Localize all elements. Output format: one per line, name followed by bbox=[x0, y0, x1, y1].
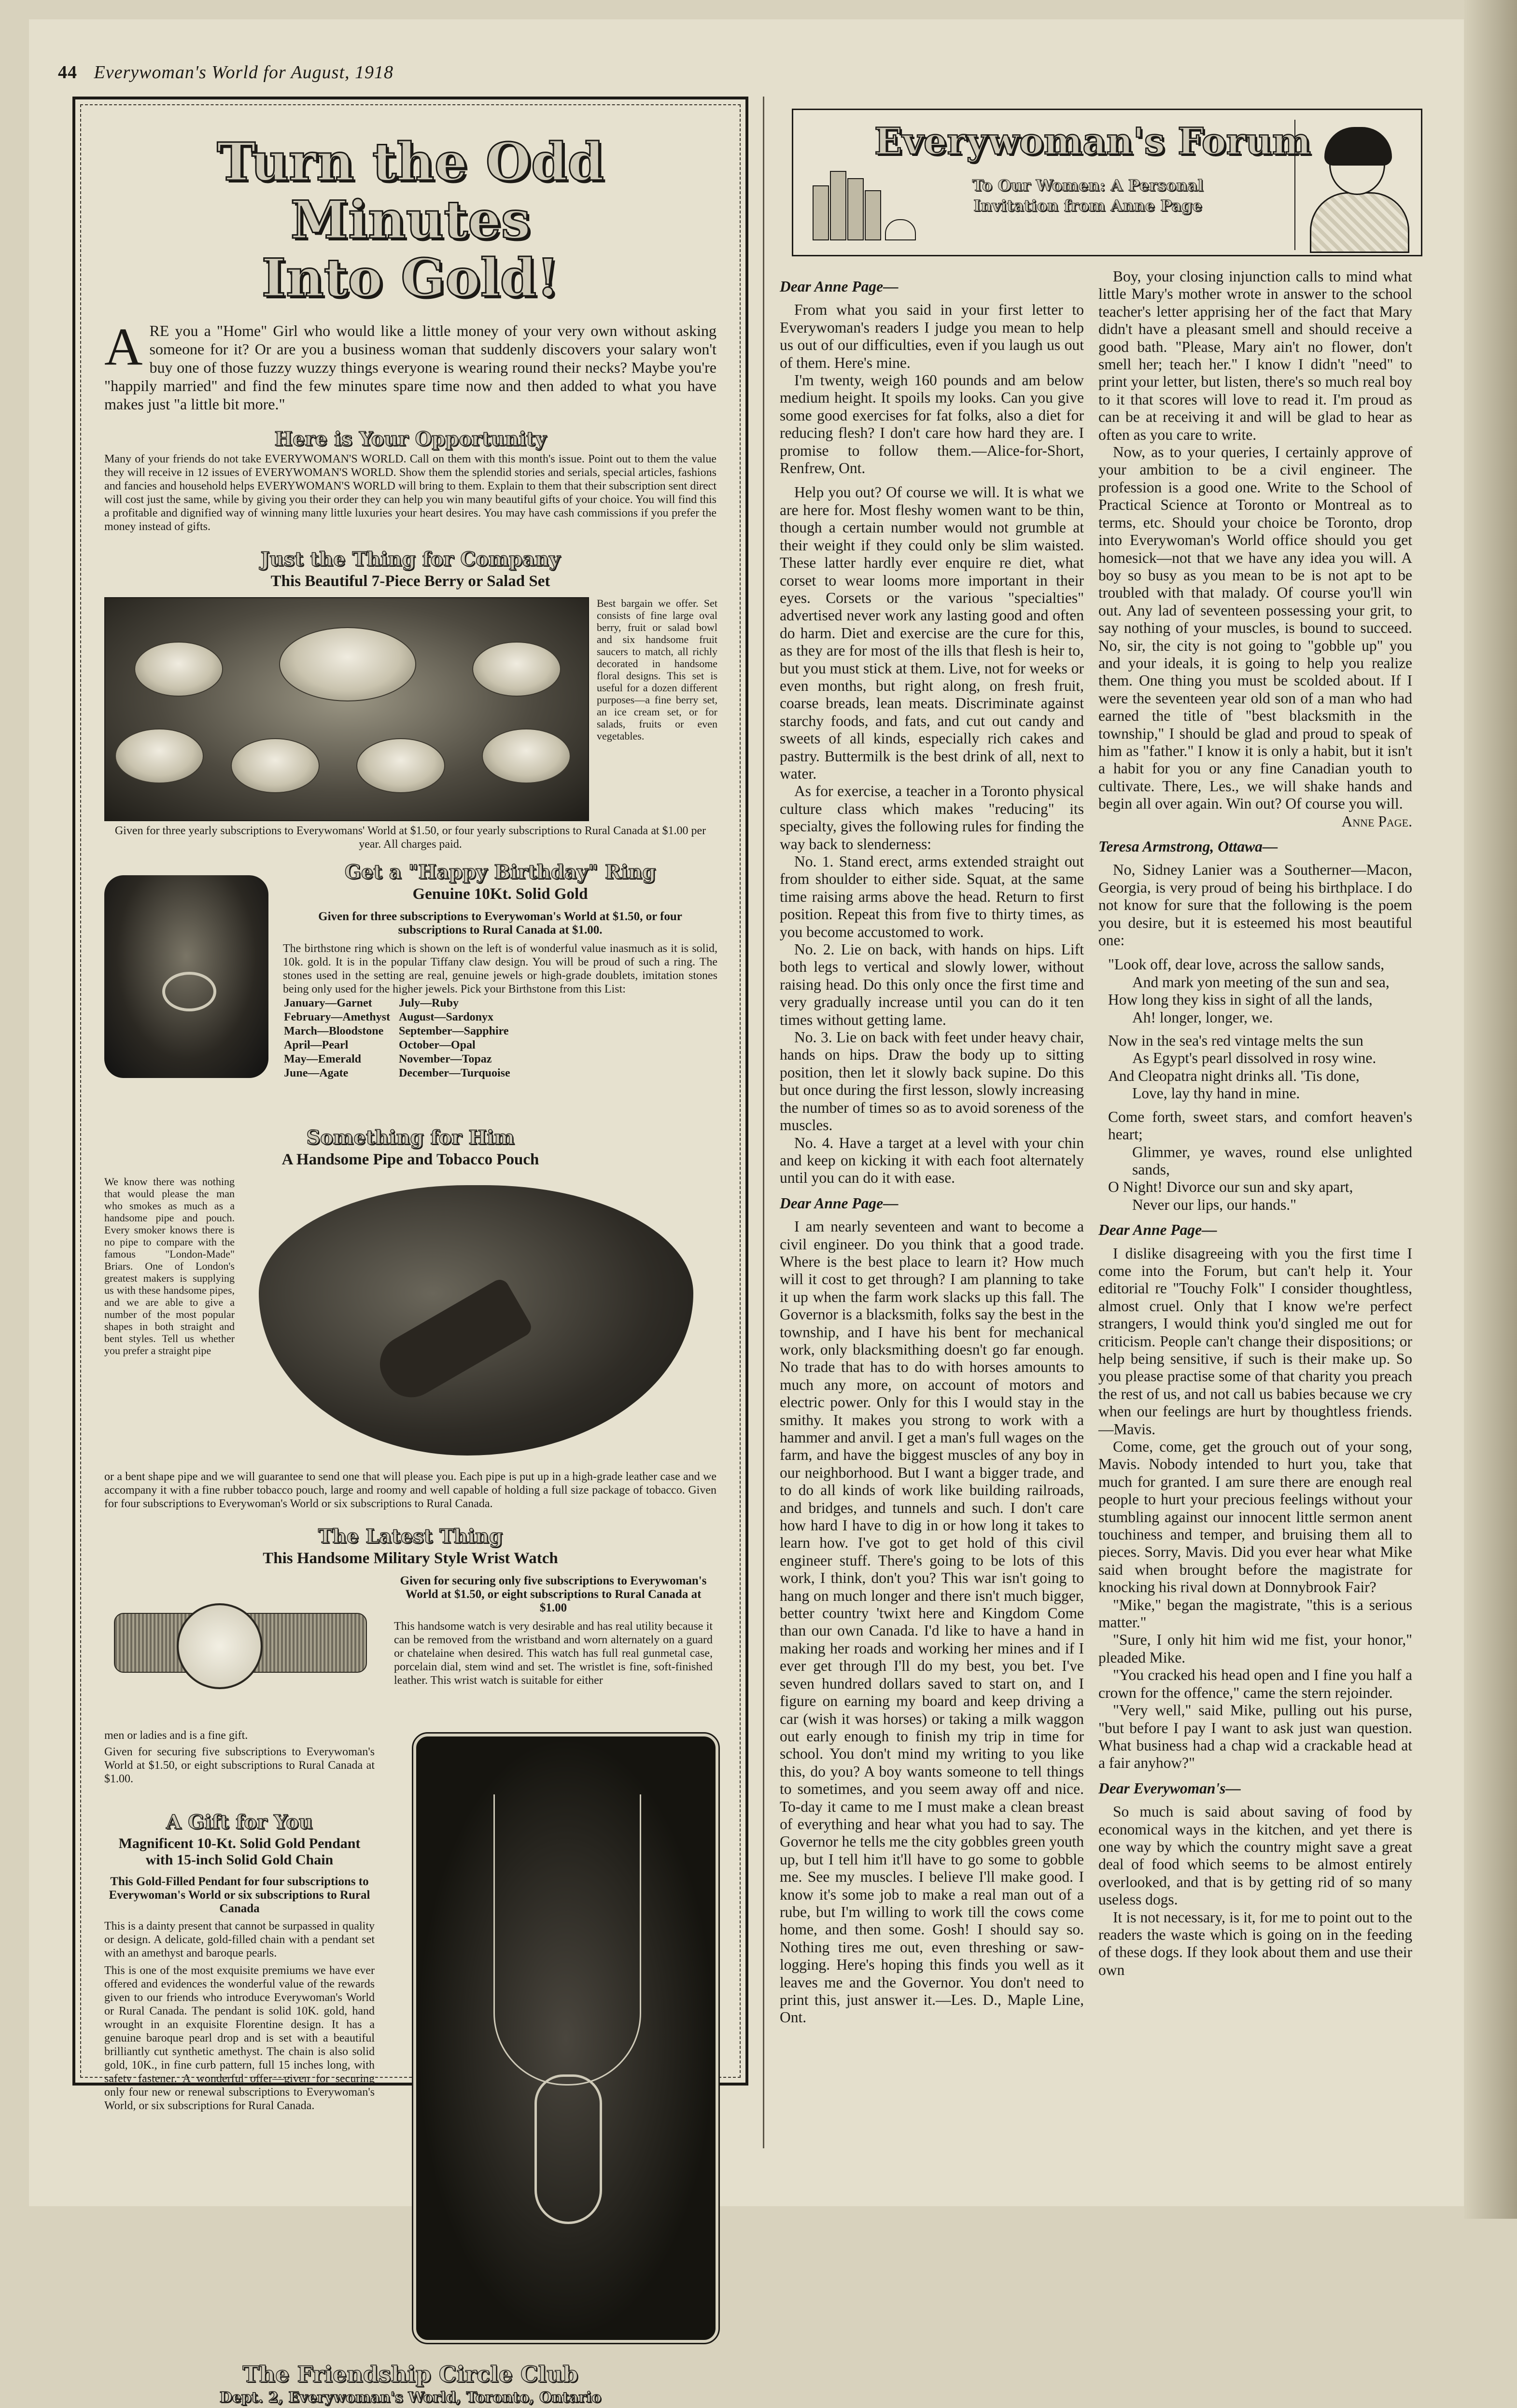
watch-block bbox=[104, 1574, 716, 1729]
poem-line: And mark yon meeting of the sun and sea, bbox=[1132, 973, 1390, 991]
berry-set-description: Best bargain we offer. Set consists of fine large oval berry, fruit or salad bowl and six handsome fruit saucers to match, all richly decorated in handsome floral designs. This set is useful for a dozen different purposes—a fine berry set, an ice cream set, or for salads, fruits or even vegetables. bbox=[597, 597, 717, 742]
birthstone-cell: June—Agate bbox=[284, 1067, 349, 1079]
letter-paragraph: So much is said about saving of food by economical ways in the kitchen, and yet there is one way by which the country might save a great deal of food which seems to be almost entirely overlooked, and that is by getting rid of so many useless dogs. bbox=[1098, 1803, 1412, 1908]
birthstone-cell: September—Sapphire bbox=[398, 1025, 509, 1037]
poem-line: "Look off, dear love, across the sallow sands, bbox=[1108, 956, 1385, 973]
premium-ad-box bbox=[72, 97, 748, 2406]
berry-bowl-image bbox=[279, 627, 416, 701]
column-divider bbox=[763, 97, 764, 2148]
ring-description: The birthstone ring which is shown on the left is of wonderful value inasmuch as it is solid, 10k. gold. It is in the popular Tiffany claw design. You will be proud of such a ring. The stones used in the setting are real, genuine jewels or high-grade doublets, imitation stones being only used for the higher jewels. Pick your Birthstone from this List: bbox=[283, 942, 717, 995]
exercise-paragraph: No. 3. Lie on back with feet under heavy chair, hands on hips. Draw the body up to sitting position, then let it slowly back supine. Do this but once during the first lesson, slowly increasing the number of times so as to avoid soreness of the muscles. bbox=[780, 1029, 1084, 1134]
watch-text-block bbox=[394, 1574, 713, 1687]
book-icon bbox=[830, 171, 846, 240]
pendant-description-1: This is a dainty present that cannot be surpassed in quality or design. A delicate, gold-filled chain with a pendant set with an amethyst and baroque pearls. bbox=[104, 1920, 375, 1960]
lady-hair bbox=[1324, 127, 1392, 166]
poem-line: Come forth, sweet stars, and comfort heaven's heart; bbox=[1108, 1108, 1412, 1143]
exercise-paragraph: No. 1. Stand erect, arms extended straight out from shoulder to either side. Squat, at the same time raising arms above the head. Return to first position. Repeat this from five to thirty times, as you become accustomed to work. bbox=[780, 853, 1084, 940]
poem-line: Now in the sea's red vintage melts the sun bbox=[1108, 1032, 1363, 1050]
poem-line: And Cleopatra night drinks all. 'Tis done, bbox=[1108, 1067, 1360, 1084]
company-title: Just the Thing for Company bbox=[260, 548, 561, 571]
birthstone-row bbox=[284, 1053, 518, 1066]
wrist-watch-image bbox=[177, 1603, 263, 1689]
poem-line: How long they kiss in sight of all the lands, bbox=[1108, 991, 1373, 1008]
pipe-title: Something for Him bbox=[306, 1126, 515, 1149]
saucer-image bbox=[134, 642, 223, 697]
letter-paragraph: From what you said in your first letter to Everywoman's readers I judge you mean to help us out of our difficulties, even if you laugh us out of them. Here's mine. bbox=[780, 301, 1084, 371]
poem-line: Glimmer, ye waves, round else unlighted sands, bbox=[1132, 1143, 1412, 1178]
birthstone-cell: January—Garnet bbox=[284, 997, 372, 1009]
pipe-description: We know there was nothing that would please the man who smokes as much as a handsome pipe and pouch. Every smoker knows there is no pipe to compare with the famous "London-Made" Briars. One of London's greatest makers is supplying us with these handsome pipes, and we are able to give a number of the most popular shapes in both straight and bent styles. Tell us whether you prefer a straight pipe bbox=[104, 1176, 235, 1357]
forum-column-2 bbox=[1098, 268, 1412, 1979]
letter-salutation: Dear Everywoman's— bbox=[1098, 1779, 1241, 1797]
book-icon bbox=[865, 190, 881, 240]
birthstone-cell: July—Ruby bbox=[398, 997, 459, 1009]
books-illustration bbox=[808, 168, 919, 240]
ad-headline-line2: Into Gold! bbox=[261, 248, 560, 308]
watch-given: Given for securing only five subscriptions to Everywoman's World at $1.50, or eight subscriptions to Rural Canada at $1.00 bbox=[400, 1574, 707, 1614]
company-subtitle: This Beautiful 7-Piece Berry or Salad Set bbox=[270, 573, 550, 590]
saucer-image bbox=[472, 642, 561, 697]
reply-paragraph: "You cracked his head open and I fine you half a crown for the offence," came the stern rejoinder. bbox=[1098, 1666, 1412, 1701]
reply-paragraph: As for exercise, a teacher in a Toronto physical culture class which makes "reducing" its specialty, gives the following rules for finding the way back to slenderness: bbox=[780, 783, 1084, 853]
birthstone-table bbox=[283, 996, 519, 1081]
saucer-image bbox=[115, 728, 204, 784]
watch-given-2: Given for securing five subscriptions to Everywoman's World at $1.50, or eight subscriptions to Rural Canada at $1.00. bbox=[104, 1746, 375, 1785]
reply-paragraph: Come, come, get the grouch out of your song, Mavis. Nobody intended to hurt you, take that much for granted. I am sure there are enough real people to hurt your precious feelings without your stumbling against our innocent little sermon anent touchiness and temper, and bruising them all to pieces. Sorry, Mavis. Did you ever hear what Mike said when brought before the magistrate for knocking his rival down at Donnybrook Fair? bbox=[1098, 1438, 1412, 1596]
watch-description-end bbox=[104, 1729, 375, 1786]
reply-paragraph: Boy, your closing injunction calls to mind what little Mary's mother wrote in answer to the school teacher's letter apprising her of the fact that Mary didn't have a pleasant smell and should receive a good bath. "Please, Mary ain't no flower, don't smell her; teach her." I know I didn't "need" to print your letter, but listen, there's so much real boy to it that scores will love to read it. I'm proud as can be at receiving it and will be glad to hear as often as you care to write. bbox=[1098, 268, 1412, 443]
saucer-image bbox=[482, 728, 571, 784]
pendant-description-2: This is one of the most exquisite premiums we have ever offered and evidences the wonderful value of the rewards given to our friends who introduce Everywoman's World or Rural Canada. The pendant is solid 10K. gold, hand wrought in an exquisite Florentine design. It has a genuine baroque pearl drop and is set with a beautiful brilliantly cut synthetic amethyst. The chain is also solid gold, 10K., in fine curb pattern, full 15 inches long, with safety fastener. A wonderful offer—given for securing only four new or renewal subscriptions to Everywoman's World, or six subscriptions for Rural Canada. bbox=[104, 1964, 375, 2112]
reply-paragraph: Now, as to your queries, I certainly approve of your ambition to be a civil engineer. The profession is a good one. Write to the School of Practical Science at Toronto or Montreal as to terms, etc. Should your choice be Toronto, drop into Everywoman's World office should you get homesick—not that we have any idea you will. A boy so busy as you mean to be is not apt to be troubled with that malady. Of course you'll win out. Any lad of seventeen possessing your grit, to say nothing of your muscles, is bound to succeed. No, sir, the city is not going to "gobble up" you and your ideals, it is going to help you realize them. One thing you must be scolded about. If I were the seventeen year old son of a man who had earned the title of "best blacksmith in the township," I should be glad and proud to speak of him as "father." I know it is only a habit, but it isn't a habit for you or any fine Canadian youth to cultivate. There, Les., we will shake hands and begin all over again. Win out? Of course you will. bbox=[1098, 444, 1412, 812]
birthstone-row bbox=[284, 1011, 518, 1024]
birthstone-cell: March—Bloodstone bbox=[284, 1025, 384, 1037]
saucer-image bbox=[356, 738, 445, 793]
ring-title: Get a "Happy Birthday" Ring bbox=[344, 861, 656, 883]
forum-subtitle-line1: To Our Women: A Personal bbox=[972, 176, 1204, 195]
ring-image bbox=[162, 972, 216, 1011]
lady-body bbox=[1310, 192, 1409, 253]
reply-paragraph: "Mike," began the magistrate, "this is a serious matter." bbox=[1098, 1596, 1412, 1631]
inkwell-icon bbox=[885, 219, 916, 240]
watch-description: This handsome watch is very desirable and has real utility because it can be removed from the wristband and worn alternately on a guard or chatelaine when desired. This watch has full real gunmetal case, porcelain dial, stem wind and set. The wristlet is fine, soft-finished leather. This wrist watch is suitable for either bbox=[394, 1620, 713, 1687]
forum-column-1 bbox=[780, 270, 1084, 2027]
birthstone-cell: November—Topaz bbox=[398, 1053, 492, 1065]
ring-subtitle: Genuine 10Kt. Solid Gold bbox=[412, 885, 588, 903]
birthstone-cell: May—Emerald bbox=[284, 1053, 361, 1065]
forum-subtitle bbox=[919, 175, 1257, 216]
birthstone-row bbox=[284, 1067, 518, 1080]
birthstone-row bbox=[284, 1025, 518, 1038]
birthstone-row bbox=[284, 1039, 518, 1052]
pendant-block bbox=[104, 1729, 716, 2347]
pendant-given: This Gold-Filled Pendant for four subscriptions to Everywoman's World or six subscriptions to Rural Canada bbox=[109, 1875, 370, 1915]
ring-box-image bbox=[104, 875, 268, 1078]
birthstone-row bbox=[284, 997, 518, 1010]
ring-text-block bbox=[283, 861, 717, 1081]
poem-line: Ah! longer, longer, we. bbox=[1132, 1008, 1273, 1026]
letter-paragraph: I'm twenty, weigh 160 pounds and am below medium height. It spoils my looks. Can you give some good exercises for fat folks, also a diet for reducing flesh? I don't care how hard they are. I promise to follow them.—Alice-for-Short, Renfrew, Ont. bbox=[780, 372, 1084, 477]
poem-line: Never our lips, our hands." bbox=[1132, 1196, 1297, 1213]
book-icon bbox=[813, 185, 829, 240]
company-given: Given for three yearly subscriptions to Everywomans' World at $1.50, or four yearly subscriptions to Rural Canada at $1.00 per year. All charges paid. bbox=[114, 825, 706, 851]
forum-title: Everywoman's Forum bbox=[874, 120, 1311, 163]
letter-salutation: Dear Anne Page— bbox=[780, 278, 899, 295]
birthstone-cell: August—Sardonyx bbox=[398, 1011, 494, 1023]
letter-salutation: Teresa Armstrong, Ottawa— bbox=[1098, 838, 1278, 855]
reply-paragraph: Help you out? Of course we will. It is what we are here for. Most fleshy women want to be thin, though a certain number would not grumble at their weight if they could only be slim waisted. These latter hardly ever enquire re diet, what corset to wear looms more important in their eyes. Corsets or the various "specialties" advertised never work any lasting good and often do harm. Diet and exercise are the cure for this, as they are for most of the ills that flesh is heir to, but you must stick at them. Live, not for weeks or even months, but right along, on fresh fruit, coarse breads, lean meats. Discriminate against starchy foods, and fats, and cut out candy and sweets of all kinds, especially rich cakes and pastry. Buttermilk is the best drink of all, next to water. bbox=[780, 484, 1084, 782]
page-number: 44 bbox=[58, 62, 77, 83]
ad-headline bbox=[104, 133, 716, 307]
exercise-paragraph: No. 4. Have a target at a level with your chin and keep on kicking it with each foot alternately until you can do it with ease. bbox=[780, 1134, 1084, 1187]
watch-title: The Latest Thing bbox=[318, 1525, 503, 1548]
book-icon bbox=[847, 178, 864, 240]
ring-block bbox=[104, 861, 716, 1121]
birthstone-cell: February—Amethyst bbox=[284, 1011, 390, 1023]
pipe-bottom-text: or a bent shape pipe and we will guarantee to send one that will please you. Each pipe is put up in a high-grade leather case and we accompany it with a fine rubber tobacco pouch, large and roomy and well capable of holding a full size package of tobacco. Given for four subscriptions to Everywoman's World or six subscriptions to Rural Canada. bbox=[104, 1470, 716, 1510]
forum-subtitle-line2: Invitation from Anne Page bbox=[973, 196, 1202, 215]
letter-paragraph: I am nearly seventeen and want to become a civil engineer. Do you think that a good trade. Where is the best place to learn it? How much will it cost to get through? I am planning to take it up when the farm work slacks up this fall. The Governor is a blacksmith, folks say the best in the township, and I have his bent for mechanical work, only blacksmithing doesn't go far enough. No trade that has to do with horses amounts to much any more, on account of motors and electric power. Only for this I would stay in the smithy. It makes you strong to work with a hammer and anvil. I get a man's full wages on the farm, and have the biggest muscles of any boy in our neighborhood. But I want a bigger trade, and to do all kinds of work like building railroads, and bridges, and tunnels and such. I don't care how hard I have to dig in or how long it takes to learn how. I've got to get hold of this civil engineer stuff. There's going to be lots of this work, I think, don't you? This war isn't going to hang on much longer and there isn't much bigger, better country 'twixt here and Kingdom Come than our own Canada. I'd like to have a hand in making her roads and working her mines and if I ever get through I'll do my best, you bet. I've seven hundred dollars saved to start on, and I figure on earning my board and keep driving a car (wish it was horses) or taking a milk waggon out early enough to finish my trip in time for school. You don't mind my writing to you like this, do you? A boy wants someone to tell things to sometimes, and you seem away off and nice. To-day it came to me I must make a clean breast of everything and hear what you had to say. The Governor he tells me the city gobbles green youth up, but I tell him it'll have to go some to gobble me. See my muscles. I believe I'll make good. I know it's some job to make a real man out of a rube, but I'm willing to work till the cows come home, and then some. Gosh! I should say so. Nothing tires me out, even threshing or saw-logging. Here's hoping this finds you well as it leaves me and the Governor. You don't need to print this, just answer it.—Les. D., Maple Line, Ont. bbox=[780, 1218, 1084, 2026]
watch-subtitle: This Handsome Military Style Wrist Watch bbox=[263, 1550, 558, 1567]
reply-paragraph: No, Sidney Lanier was a Southerner—Macon, Georgia, is very proud of being his birthplace. I do not know for sure that the following is the poem you desire, but it is esteemed his most beautiful one: bbox=[1098, 861, 1412, 949]
pendant-subtitle: Magnificent 10-Kt. Solid Gold Pendant with 15-inch Solid Gold Chain bbox=[118, 1835, 361, 1868]
saucer-image bbox=[231, 738, 320, 793]
reply-paragraph: "Sure, I only hit him wid me fist, your honor," pleaded Mike. bbox=[1098, 1631, 1412, 1666]
pipe-block bbox=[104, 1176, 716, 1470]
poem-line: O Night! Divorce our sun and sky apart, bbox=[1108, 1178, 1353, 1196]
anne-page-illustration bbox=[1294, 120, 1411, 250]
pendant-title: A Gift for You bbox=[166, 1811, 313, 1834]
drop-cap: A bbox=[104, 317, 143, 376]
birthstone-cell: October—Opal bbox=[398, 1039, 476, 1051]
birthstone-cell: April—Pearl bbox=[284, 1039, 349, 1051]
poem-line: As Egypt's pearl dissolved in rosy wine. bbox=[1132, 1050, 1377, 1067]
pendant-case-image bbox=[413, 1734, 718, 2343]
letter-paragraph: I dislike disagreeing with you the first time I come into the Forum, but can't help it. Your editorial re "Touchy Folk" I consider thoughtless, almost cruel. Only that I know we're perfect strangers, I would think you'd singled me out for criticism. People can't change their dispositions; or help being sensitive, if such is their make up. So you please practise some of that charity you preach the rest of us, and not call us babies because we cry when our feelings are hurt by thoughtless friends.—Mavis. bbox=[1098, 1245, 1412, 1438]
letter-salutation: Dear Anne Page— bbox=[1098, 1221, 1217, 1239]
signature: Anne Page. bbox=[1341, 812, 1412, 830]
running-title: Everywoman's World for August, 1918 bbox=[94, 62, 394, 83]
club-title: The Friendship Circle Club bbox=[242, 2361, 578, 2387]
running-head bbox=[58, 62, 393, 83]
ad-headline-line1: Turn the Odd Minutes bbox=[217, 132, 604, 251]
birthstone-cell: December—Turquoise bbox=[398, 1067, 510, 1079]
reply-paragraph: "Very well," said Mike, pulling out his purse, "but before I pay I want to ask just wan question. What business had a chap wid a crackable head at a fair anyhow?" bbox=[1098, 1702, 1412, 1772]
gold-chain-image bbox=[493, 1794, 641, 2086]
berry-set-block bbox=[104, 597, 716, 824]
forum-banner bbox=[792, 109, 1422, 256]
ad-intro-text: RE you a "Home" Girl who would like a little money of your very own without asking someone for it? Or are you a business woman that suddenly discovers your salary won't buy one of those fuzzy wuzzy things everyone is wearing round their necks? Maybe you're "happily married" and find the few minutes spare time now and then added to what you have makes just "a little bit more." bbox=[104, 322, 716, 413]
poem bbox=[1098, 956, 1412, 1214]
pipe-subtitle: A Handsome Pipe and Tobacco Pouch bbox=[281, 1151, 539, 1168]
opportunity-text: Many of your friends do not take EVERYWOMAN'S WORLD. Call on them with this month's issue. Point out to them the value they will receive in 12 issues of EVERYWOMAN'S WORLD. Show them the splendid stories and serials, special articles, fashions and fancies and household helps EVERYWOMAN'S WORLD will bring to them. Explain to them that their subscription sent direct will cost just the same, while by giving you their order they can help you win many beautiful gifts of your choice. You will find this a profitable and dignified way of winning many little luxuries your heart desires. You may have cash commissions if you prefer the money instead of gifts. bbox=[104, 453, 716, 533]
club-address: Dept. 2, Everywoman's World, Toronto, Ontario bbox=[219, 2389, 602, 2406]
watch-text-continued: men or ladies and is a fine gift. bbox=[104, 1729, 248, 1742]
poem-line: Love, lay thy hand in mine. bbox=[1132, 1085, 1300, 1102]
pendant-image bbox=[534, 2074, 602, 2224]
pendant-text-block bbox=[104, 1796, 375, 2113]
ad-intro bbox=[104, 317, 716, 413]
opportunity-title: Here is Your Opportunity bbox=[274, 428, 547, 450]
letter-salutation: Dear Anne Page— bbox=[780, 1194, 899, 1212]
berry-set-photo bbox=[104, 597, 589, 821]
page-spine-shadow bbox=[1464, 0, 1517, 2219]
ring-given: Given for three subscriptions to Everywoman's World at $1.50, or four subscriptions to Rural Canada at $1.00. bbox=[318, 910, 682, 937]
letter-paragraph: It is not necessary, is it, for me to point out to the readers the waste which is going on in the feeding of these dogs. If they look about them and use their own bbox=[1098, 1908, 1412, 1978]
exercise-paragraph: No. 2. Lie on back, with hands on hips. Lift both legs to vertical and slowly lower, without raising head. Do this only once the first time and very gradually increase until you can do it ten times without getting lame. bbox=[780, 941, 1084, 1028]
